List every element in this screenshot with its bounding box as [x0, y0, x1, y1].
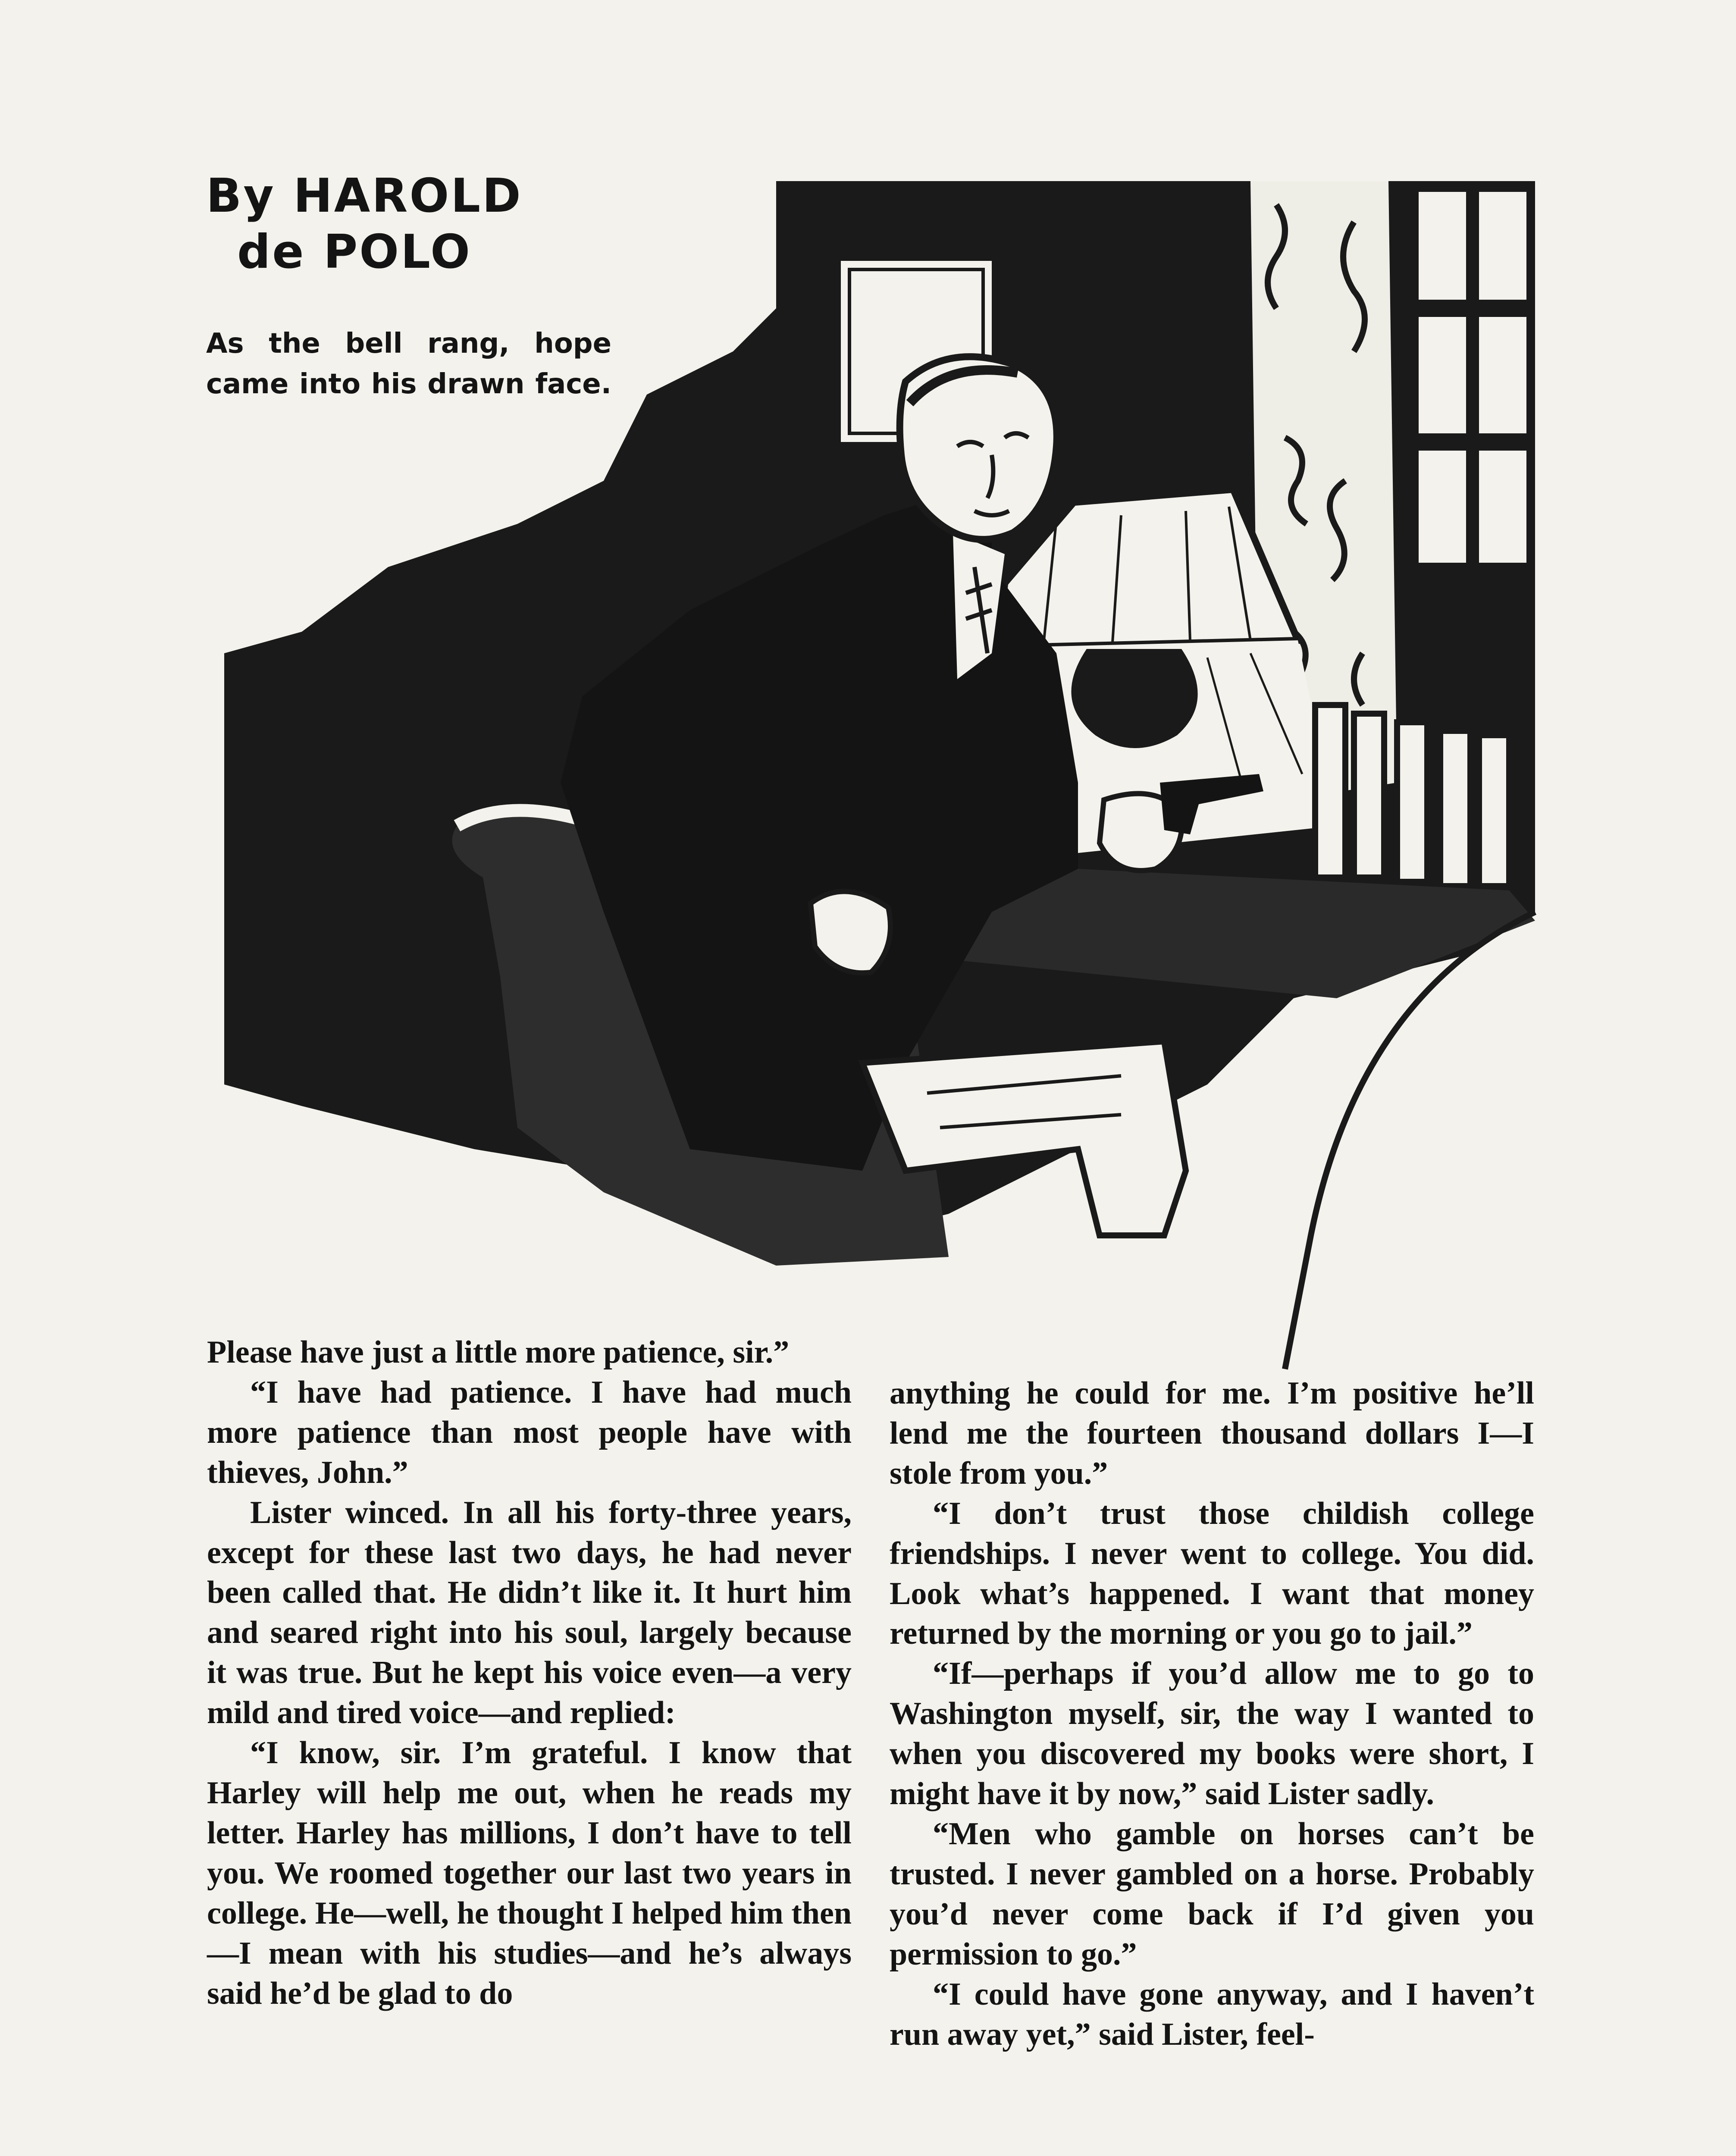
paragraph: “I have had patience. I have had much more patience than most people have with thieves, John.”	[207, 1374, 852, 1490]
caption-line-2: came into his drawn face.	[206, 368, 611, 400]
paragraph: “I know, sir. I’m grateful. I know that Harley will help me out, when he reads my letter. Harley has millions, I don’t have to tell you. We roomed together our last two years in college. He—well, he thought I helped him then—I mean with his studies—and he’s always said he’d be glad to do	[207, 1735, 852, 2011]
byline-line-2: de POLO	[237, 225, 472, 279]
paragraph: “I could have gone anyway, and I haven’t run away yet,” said Lister, feel-	[890, 1976, 1534, 2052]
right-column	[890, 1373, 1534, 2054]
paragraph: “Men who gamble on horses can’t be trusted. I never gambled on a horse. Probably you’d never come back if I’d given you permission to go.”	[890, 1816, 1534, 1972]
paragraph: Please have just a little more patience, sir.”	[207, 1335, 790, 1370]
paragraph: “If—perhaps if you’d allow me to go to Washington myself, sir, the way I wanted to when you discovered my books were short, I might have it by now,” said Lister sadly.	[890, 1656, 1534, 1812]
left-column	[207, 1332, 852, 2013]
paragraph: “I don’t trust those childish college friendships. I never went to college. You did. Look what’s happened. I want that money returned by the morning or you go to jail.”	[890, 1495, 1534, 1651]
caption-line-1: As the bell rang, hope	[206, 328, 611, 360]
byline-line-1: By HAROLD	[206, 169, 523, 223]
paragraph: anything he could for me. I’m positive he’ll lend me the fourteen thousand dollars I—I stole from you.”	[890, 1376, 1534, 1491]
man-in-chair-with-revolver-illustration	[216, 179, 1544, 1373]
paragraph: Lister winced. In all his forty-three years, except for these last two days, he had never been called that. He didn’t like it. It hurt him and seared right into his soul, largely because it was true. But he kept his voice even—a very mild and tired voice—and replied:	[207, 1495, 852, 1731]
